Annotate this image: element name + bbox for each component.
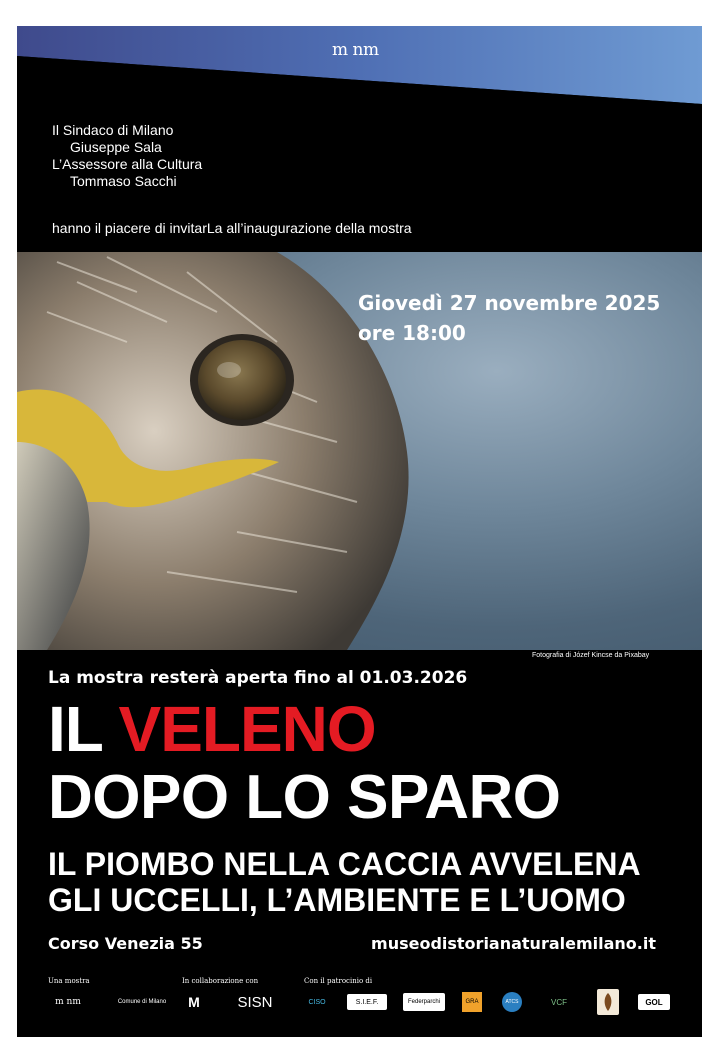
photo-credit: Fotografia di Józef Kincse da Pixabay [532,652,650,659]
venue-address: Corso Venezia 55 [48,934,203,953]
museum-logo: m nm [332,40,379,60]
eagle-photo [17,252,702,650]
label-collaborazione: In collaborazione con [182,977,259,985]
invitor-title-mayor: Il Sindaco di Milano [52,122,174,138]
sief-logo: S.I.E.F. [347,994,387,1010]
gol-logo: GOL [638,994,670,1010]
event-time: ore 18:00 [358,321,466,345]
subtitle-line-2: GLI UCCELLI, L’AMBIENTE E L’UOMO [48,882,626,918]
msnm-logo: m nm [55,997,81,1007]
title-line-2: DOPO LO SPARO [48,763,561,832]
ciso-logo: CISO [308,998,326,1006]
event-date [358,288,660,348]
title-word-veleno: VELENO [118,693,376,765]
subtitle [48,846,641,918]
feather-icon [601,992,615,1012]
poster [17,26,702,1037]
vcf-logo: VCF [551,997,567,1007]
feather-logo [597,989,619,1015]
sisn-logo: SISN [237,993,273,1011]
event-day: Giovedì 27 novembre 2025 [358,291,661,315]
title-word-il: IL [48,693,102,765]
gra-logo: GRA [462,992,482,1012]
invitation-text: hanno il piacere di invitarLa all’inaugurazione della mostra [52,220,412,236]
top-color-band [17,26,702,106]
title-line-1 [48,693,376,765]
subtitle-line-1: IL PIOMBO NELLA CACCIA AVVELENA [48,846,641,882]
comune-milano-logo: Comune di Milano [117,999,167,1005]
exhibition-end-date: La mostra resterà aperta fino al 01.03.2026 [48,668,468,688]
label-una-mostra: Una mostra [48,977,90,985]
federparchi-logo: Federparchi [403,993,445,1011]
partner-logo-m-icon: M [188,994,200,1010]
invitor-title-assessor: L’Assessore alla Cultura [52,156,203,172]
invitor-name-assessor: Tommaso Sacchi [70,173,177,189]
invitors-block [52,122,202,190]
label-patrocinio: Con il patrocinio di [304,977,373,985]
website-link[interactable]: museodistorianaturalemilano.it [371,934,656,953]
round-blue-logo: ATCS [502,992,522,1012]
invitor-name-mayor: Giuseppe Sala [70,139,162,155]
